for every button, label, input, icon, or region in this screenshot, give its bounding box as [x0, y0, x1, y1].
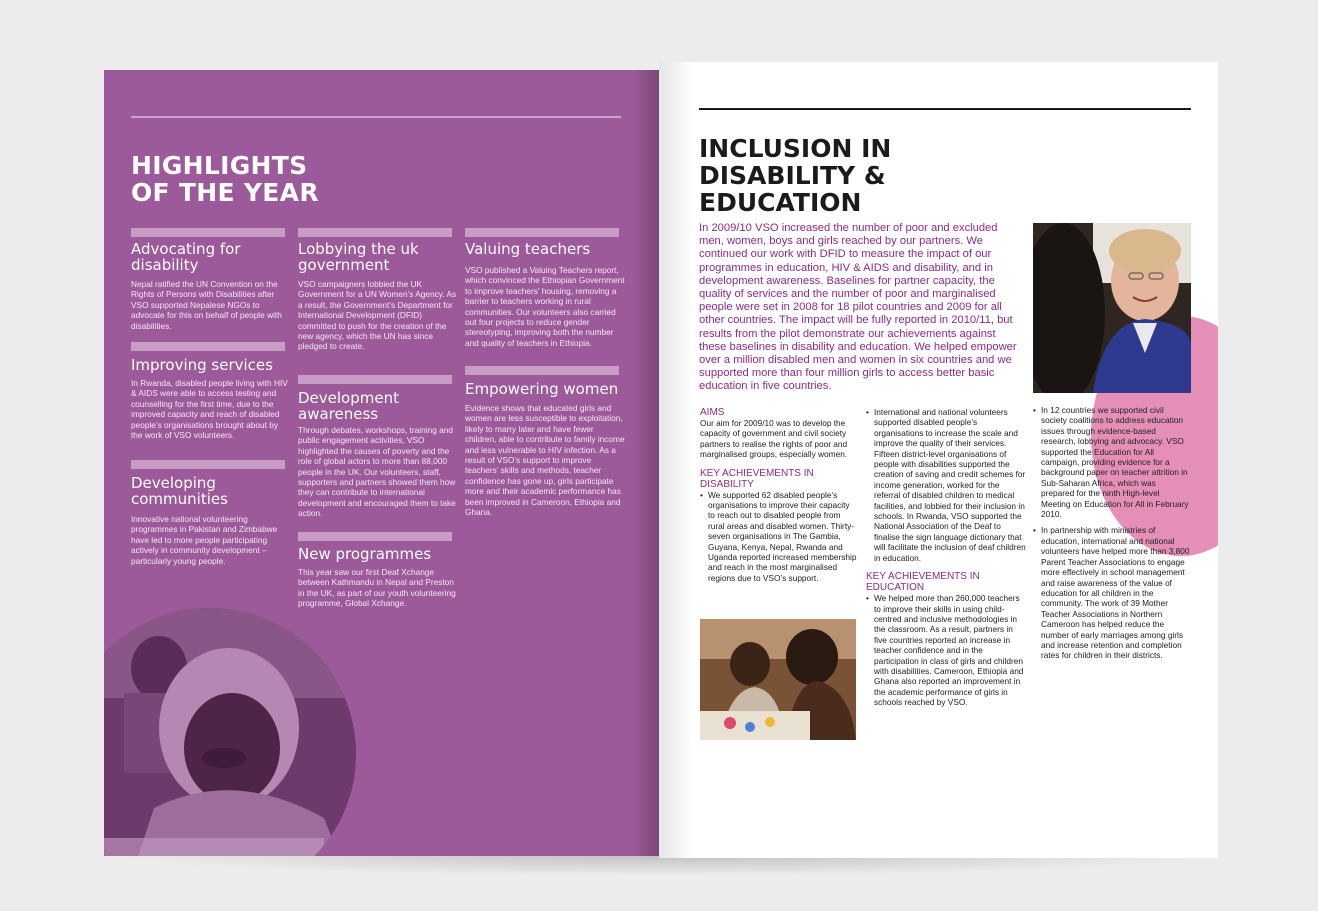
section-bar — [131, 342, 285, 351]
education-bullet: • We helped more than 260,000 teachers to improve their skills in using child-centred and inclusive methodologies in the classroom. As a result, partners in five countries reported an increase in teacher confidence and in the participation in class of girls and children with disabilities. Cameroon, Ethiopia and Ghana also reported an improvement in the academic performance of girls in schools reached by VSO. — [866, 593, 1026, 707]
photo-smiling-woman — [1033, 223, 1191, 393]
heading-developing-communities: Developing communities — [131, 474, 228, 508]
education-heading: KEY ACHIEVEMENTS IN EDUCATION — [866, 571, 980, 594]
text-improving-services: In Rwanda, disabled people living with HIV & AIDS were able to access testing and counselling for the first time, due to the improved capacity and reach of disabled people’s organisations brought about by the work of VSO volunteers. — [131, 378, 288, 441]
inclusion-title: INCLUSION IN DISABILITY & EDUCATION — [699, 134, 892, 217]
aims-heading: AIMS — [700, 407, 725, 418]
heading-valuing-teachers: Valuing teachers — [465, 240, 591, 258]
heading-improving-services: Improving services — [131, 356, 273, 374]
heading-lobbying-uk-government: Lobbying the uk government — [298, 240, 419, 274]
text-advocating-disability: Nepal ratified the UN Convention on the Rights of Persons with Disabilities after VSO supported Nepalese NGOs to advocate for this on behalf of people with disabilities. — [131, 279, 282, 331]
heading-empowering-women: Empowering women — [465, 380, 619, 398]
photo-girl-studying-illustration — [104, 608, 356, 856]
disability-heading: KEY ACHIEVEMENTS IN DISABILITY — [700, 467, 814, 490]
column-right — [1033, 405, 1191, 661]
volunteers-bullet: • International and national volunteers supported disabled people’s organisations to increase the scale and improve the quality of their services. Fifteen district-level organisations of people with disabilities supported the creation of saving and credit schemes for income generation, worked for the referral of disabled children to medical facilities, and lobbied for their inclusion in schools. In Rwanda, VSO supported the National Association of the Deaf to finalise the sign language dictionary that will facilitate the inclusion of deaf children in education. — [866, 407, 1026, 563]
photo-smiling-woman-illustration — [1033, 223, 1191, 393]
photo-children-drawing-illustration — [700, 619, 856, 740]
text-developing-communities: Innovative national volunteering programmes in Pakistan and Zimbabwe have led to more people participating actively in community development – particularly young people. — [131, 514, 278, 566]
left-top-rule — [131, 116, 621, 118]
aims-text: Our aim for 2009/10 was to develop the capacity of government and civil society partners to realise the rights of poor and marginalised groups, especially women. — [700, 418, 848, 460]
photo-children-drawing — [700, 619, 856, 740]
right-page — [659, 62, 1218, 858]
column-aims — [700, 407, 858, 583]
disability-bullet: • We supported 62 disabled people’s organisations to improve their capacity to reach out to disabled people from rural areas and disabled women. Thirty-seven organisations in The Gambia, Guyana, Kenya, Nepal, Rwanda and Uganda reported increased membership and reach in the most marginalised regions due to VSO’s support. — [700, 490, 858, 584]
section-bar — [131, 460, 285, 469]
parent-teacher-bullet: • In partnership with ministries of education, international and national volunteers have helped more than 3,800 Parent Teacher Associations to engage more effectively in school management and raise awareness of the value of education for all children in the community. The work of 39 Mother Teacher Associations in Northern Cameroon has helped reduce the number of early marriages among girls and increase retention and completion rates for children in their districts. — [1033, 525, 1191, 660]
heading-new-programmes: New programmes — [298, 545, 432, 563]
left-page — [104, 70, 659, 856]
text-lobbying-uk-government: VSO campaigners lobbied the UK Government for a UN Women’s Agency. As a result, the Government’s Department for International Development (DFID) committed to push for the creation of the new agency, which the UN has since pledged to create. — [298, 279, 457, 352]
text-new-programmes: This year saw our first Deaf Xchange between Kathmandu in Nepal and Preston in the UK, as part of our youth volunteering programme, Global Xchange. — [298, 567, 456, 609]
right-top-rule — [699, 108, 1191, 110]
intro-paragraph: In 2009/10 VSO increased the number of poor and excluded men, women, boys and girls reached by our partners. We continued our work with DFID to measure the impact of our programmes in education, HIV & AIDS and disability, and in development awareness. Baselines for partner capacity, the quality of services and the number of poor and marginalised people were set in 2008 for 18 pilot countries and 2009 for all other countries. The impact will be fully reported in 2010/11, but results from the pilot demonstrate our achievements against these baselines in disability and education. We helped empower over a million disabled men and women in six countries and we supported more than four million girls to access better basic education in five countries. — [699, 222, 1017, 393]
text-valuing-teachers: VSO published a Valuing Teachers report, which convinced the Ethiopian Government to improve teachers’ housing, removing a barrier to teachers working in rural communities. Our volunteers also carried out four projects to reduce gender stereotyping, improving both the number and quality of teachers in Ethiopia. — [465, 265, 625, 348]
section-bar — [465, 228, 619, 237]
text-development-awareness: Through debates, workshops, training and public engagement activities, VSO highlighted the causes of poverty and the role of global actors to more than 88,000 people in the UK. Our volunteers, staff, supporters and partners showed them how they can contribute to international development and encouraged them to take action. — [298, 425, 456, 519]
photo-girl-studying — [104, 608, 356, 856]
section-bar — [298, 228, 452, 237]
column-middle — [866, 407, 1026, 708]
section-bar — [298, 375, 452, 384]
text-empowering-women: Evidence shows that educated girls and women are less susceptible to exploitation, likely to marry later and have fewer children, able to contribute to family income and less vulnerable to HIV infection. As a result of VSO’s support to improve teachers’ skills and methods, teacher confidence has gone up, girls participate more and their academic performance has been improved in Cameroon, Ethiopia and Ghana. — [465, 403, 625, 518]
highlights-title: HIGHLIGHTS OF THE YEAR — [131, 151, 319, 207]
heading-development-awareness: Development awareness — [298, 389, 399, 423]
heading-advocating-disability: Advocating for disability — [131, 240, 241, 274]
left-page-fold-shade — [631, 70, 659, 856]
right-page-fold-shade — [659, 62, 693, 858]
coalitions-bullet: • In 12 countries we supported civil society coalitions to address education issues through evidence-based research, lobbying and advocacy. VSO supported the Education for All campaign, providing evidence for a background paper on teacher attrition in Sub-Saharan Africa, which was prepared for the ninth High-level Meeting on Education for All in February 2010. — [1033, 405, 1191, 519]
section-bar — [298, 532, 452, 541]
section-bar — [131, 228, 285, 237]
section-bar — [465, 366, 619, 375]
